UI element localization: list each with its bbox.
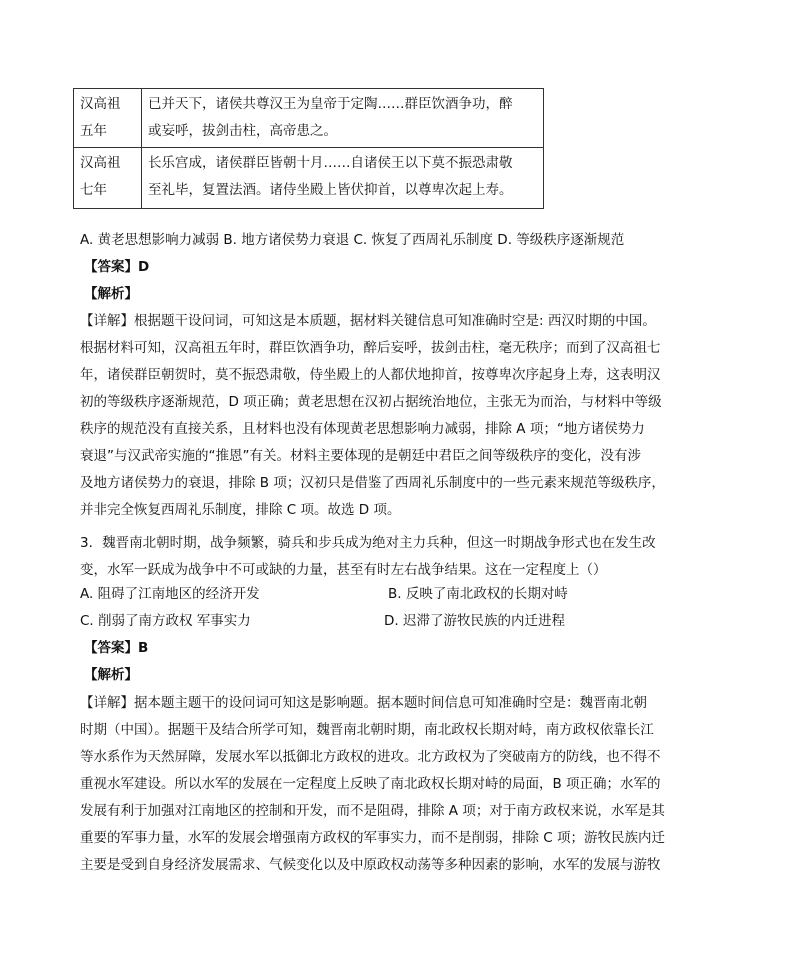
table-row: [74, 148, 544, 209]
q3-detail: 【详解】据本题主题干的设问词可知这是影响题。据本题时间信息可知准确时空是：魏晋南北朝 时期（中国）。据题干及结合所学可知，魏晋南北朝时期，南北政权长期对峙，南方政权依靠长江 等水系作为天然屏障，发展水军以抵御北方政权的进攻。北方政权为了突破南方的防线，也不得不 重视水军建设。所以水军的发展在一定程度上反映了南北政权长期对峙的局面，B 项正确；水军的 发展有利于加强对江南地区的控制和开发，而不是阻碍，排除 A 项；对于南方政权来说，水军是其 重要的军事力量，水军的发展会增强南方政权的军事实力，而不是削弱，排除 C 项；游牧民族内迁 主要是受到自身经济发展需求、气候变化以及中原政权动荡等多种因素的影响，水军的发展与游牧: [80, 695, 666, 873]
material-cell: 已并天下，诸侯共尊汉王为皇帝于定陶……群臣饮酒争功，醉 或妄呼，拔剑击柱，高帝患之。: [142, 89, 544, 148]
table-row: [74, 89, 544, 148]
q3-option-b: B. 反映了南北政权的长期对峙: [388, 586, 568, 602]
q2-analysis-label: 【解析】: [84, 286, 138, 302]
q3-option-a: A. 阻碍了江南地区的经济开发: [80, 586, 260, 602]
material-table: [73, 88, 544, 209]
q3-option-d: D. 迟滞了游牧民族的内迁进程: [384, 613, 565, 629]
q3-analysis-label: 【解析】: [84, 667, 138, 683]
era-cell: 汉高祖 七年: [74, 148, 142, 209]
q3-stem: 3．魏晋南北朝时期，战争频繁，骑兵和步兵成为绝对主力兵种，但这一时期战争形式也在发生改 变，水军一跃成为战争中不可或缺的力量，甚至有时左右战争结果。这在一定程度上（）: [80, 535, 656, 578]
era-cell: 汉高祖 五年: [74, 89, 142, 148]
q2-answer: 【答案】D: [84, 259, 150, 275]
material-cell: 长乐宫成，诸侯群臣皆朝十月……自诸侯王以下莫不振恐肃敬 至礼毕，复置法酒。诸侍坐殿上皆伏抑首，以尊卑次起上寿。: [142, 148, 544, 209]
q2-options: A. 黄老思想影响力减弱 B. 地方诸侯势力衰退 C. 恢复了西周礼乐制度 D. 等级秩序逐渐规范: [80, 232, 625, 248]
q2-detail: 【详解】根据题干设问词，可知这是本质题，据材料关键信息可知准确时空是: 西汉时期的中国。 根据材料可知，汉高祖五年时，群臣饮酒争功，醉后妄呼，拔剑击柱，毫无秩序；而到了汉高祖七 年，诸侯群臣朝贺时，莫不振恐肃敬，侍坐殿上的人都伏地抑首，按尊卑次序起身上寿，这表明汉 初的等级秩序逐渐规范，D 项正确；黄老思想在汉初占据统治地位，主张无为而治，与材料中等级 秩序的规范没有直接关系，且材料也没有体现黄老思想影响力减弱，排除 A 项；“地方诸侯势力 衰退”与汉武帝实施的“推恩”有关。材料主要体现的是朝廷中君臣之间等级秩序的变化，没有涉 及地方诸侯势力的衰退，排除 B 项；汉初只是借鉴了西周礼乐制度中的一些元素来规范等级秩序， 并非完全恢复西周礼乐制度，排除 C 项。故选 D 项。: [80, 313, 665, 518]
q3-option-c: C. 削弱了南方政权 军事实力: [80, 613, 251, 629]
q3-answer: 【答案】B: [84, 640, 149, 656]
